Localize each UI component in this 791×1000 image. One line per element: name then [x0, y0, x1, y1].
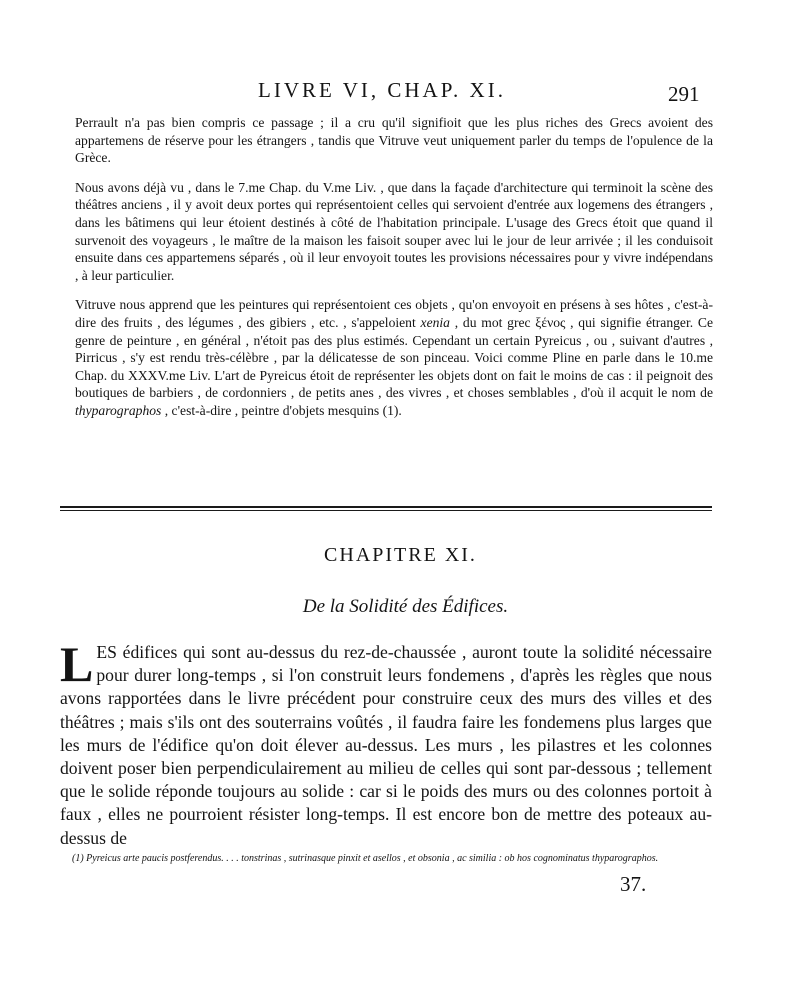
- page-number: 291: [668, 82, 700, 106]
- xenia-term: xenia: [420, 314, 450, 330]
- running-head: LIVRE VI, CHAP. XI.: [258, 78, 506, 102]
- note-text: , c'est-à-dire , peintre d'objets mesquins (1).: [161, 402, 402, 418]
- chapter-subtitle: De la Solidité des Édifices.: [302, 596, 509, 617]
- note-paragraph: Perrault n'a pas bien compris ce passage ; il a cru qu'il signifioit que les plus riches des Grecs avoient des appartemens de réserve pour les étrangers , tandis que Vitruve veut uniquement parler du temps de l'opulence de la Grèce.: [75, 115, 713, 166]
- commentary-notes: [75, 114, 713, 432]
- chapter-body: [60, 636, 712, 850]
- section-divider: [60, 506, 712, 511]
- thyparographos-term: thyparographos: [75, 402, 162, 418]
- body-paragraph: ES édifices qui sont au-dessus du rez-de-chaussée , auront toute la solidité nécessaire pour durer long-temps , si l'on construit leurs fondemens , d'après les règles que nous avons rapportées dans le livre précédent pour construire ceux des murs des villes et des théâtres ; mais s'ils ont des souterrains voûtés , il faudra faire les fondemens plus larges que les murs de l'édifice qu'on doit élever au-dessus. Les murs , les pilastres et les colonnes doivent poser bien perpendiculairement au milieu de celles qui sont par-dessous ; tellement que le solide réponde toujours au solide : car si le poids des murs ou des colonnes portoit à faux , elles ne pourroient résister long-temps. Il est encore bon de mettre des poteaux au-dessus de: [60, 642, 712, 848]
- note-paragraph: Nous avons déjà vu , dans le 7.me Chap. du V.me Liv. , que dans la façade d'architecture qui terminoit la scène des théâtres anciens , il y avoit deux portes qui représentoient celles qui servoient d'entrée aux logemens des étrangers , dans les bâtimens qui leur étoient destinés à côté de l'habitation principale. L'usage des Grecs étoit que quand il survenoit des voyageurs , le maître de la maison les faisoit souper avec lui le jour de leur arrivée ; il les conduisoit ensuite dans ces appartemens séparés , où il leur envoyoit toutes les provisions nécessaires pour y vivre indépendans , à leur particulier.: [75, 179, 713, 283]
- note-text: , du mot grec ξένος , qui signifie étranger. Ce genre de peinture , en général , n'étoit pas des plus estimés. Cependant un certain Pyreicus , ou , suivant d'autres , Pirricus , s'y est rendu très-célèbre , par la délicatesse de son pinceau. Voici comme Pline en parle dans le 10.me Chap. du XXXV.me Liv. L'art de Pyreicus étoit de représenter les objets dont on fait le moins de cas : il peignoit des boutiques de barbiers , de cordonniers , de petits anes , des vivres , et choses semblables , d'où il acquit le nom de: [75, 314, 713, 401]
- note-paragraph: [75, 296, 713, 419]
- footnote: (1) Pyreicus arte paucis postferendus. . . . tonstrinas , sutrinasque pinxit et asellos , et obsonia , ac similia : ob hos cognominatus thyparographos.: [72, 853, 659, 864]
- note-text: Vitruve nous apprend que les peintures qui représentoient ces objets , qu'on envoyoit en présens à ses hôtes , c'est-à-dire des fruits , des légumes , des gibiers , etc. , s'appeloient: [75, 297, 713, 330]
- signature-mark: 37.: [620, 872, 647, 896]
- chapter-title: CHAPITRE XI.: [324, 544, 477, 566]
- drop-cap: L: [60, 636, 94, 692]
